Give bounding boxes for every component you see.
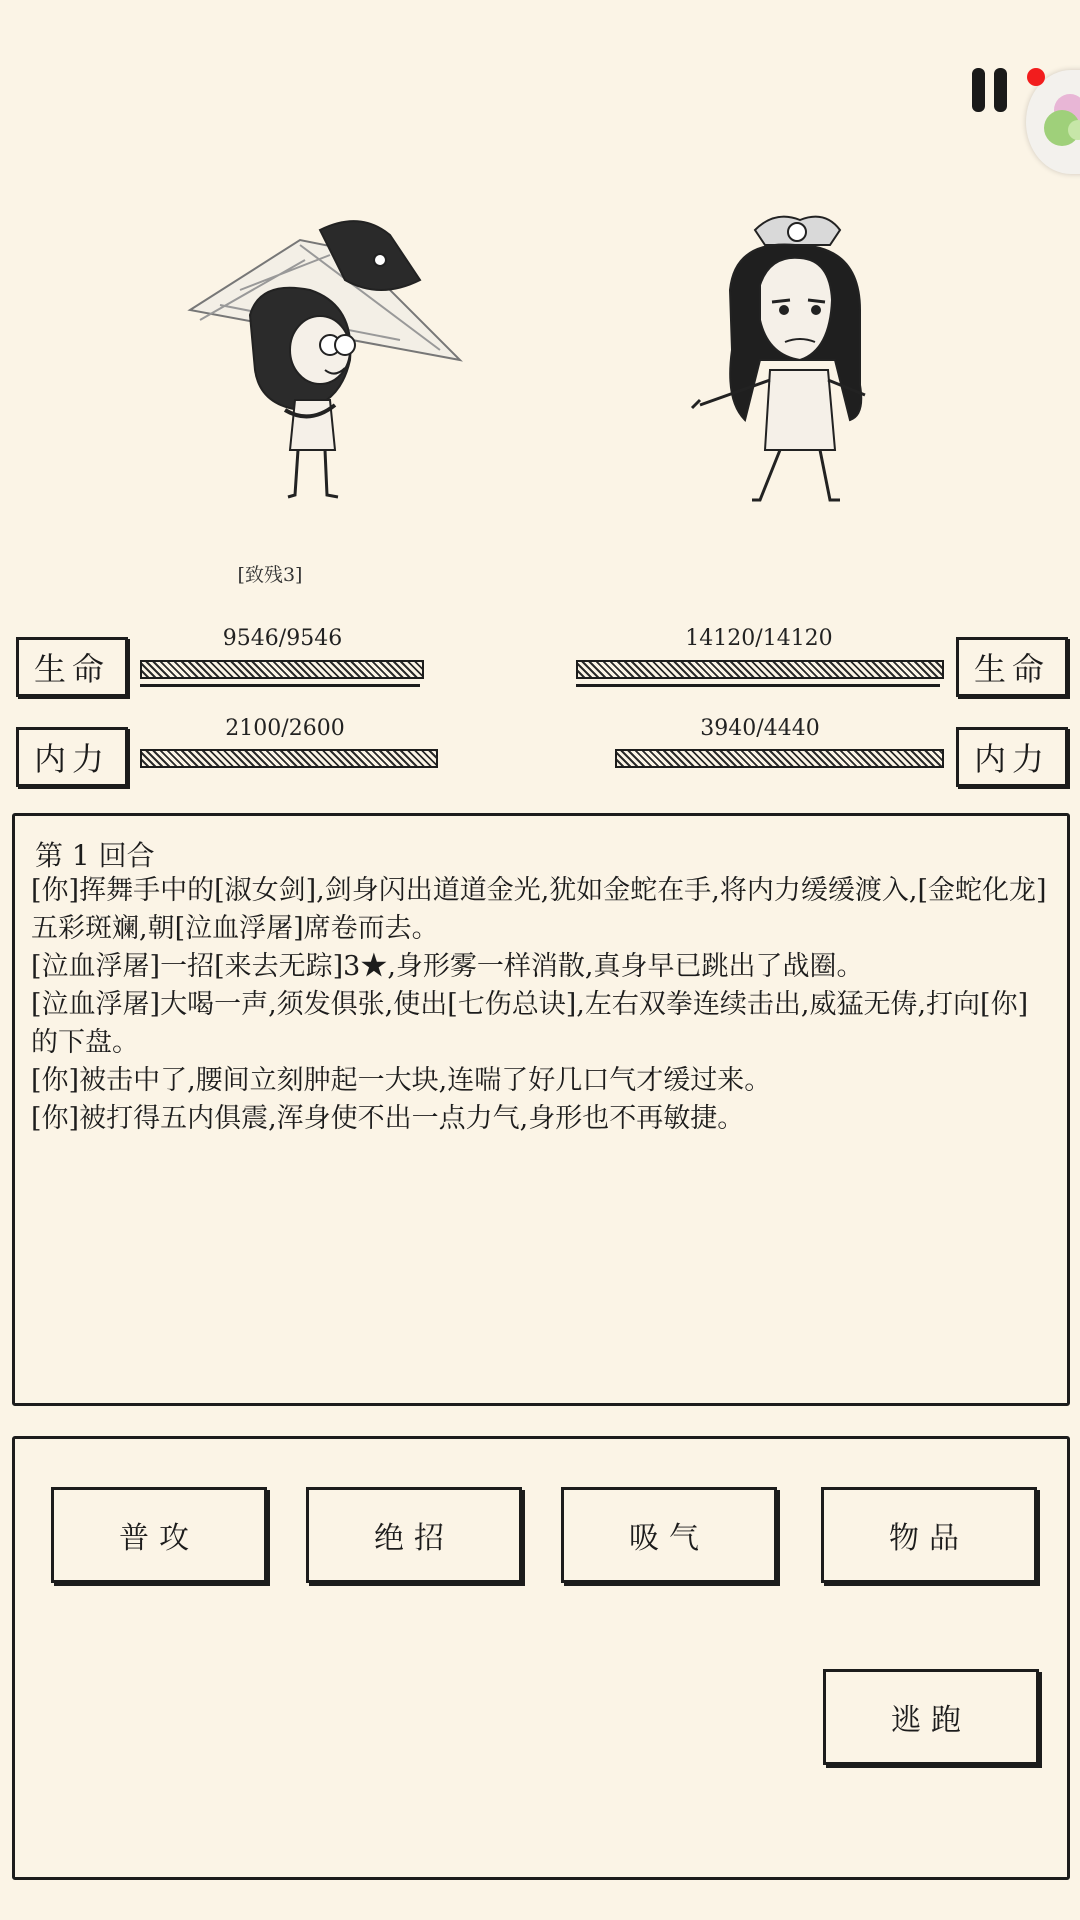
player-hp-bar-shadow [140, 684, 420, 687]
player-hp-bar [140, 660, 424, 679]
enemy-mp-label: 内力 [956, 727, 1068, 787]
enemy-character [660, 210, 960, 530]
log-line: [泣血浮屠]大喝一声,须发俱张,使出[七伤总诀],左右双拳连续击出,威猛无俦,打向[你]的下盘。 [31, 989, 1029, 1058]
log-line: [泣血浮屠]一招[来去无踪]3★,身形雾一样消散,真身早已跳出了战圈。 [31, 951, 864, 982]
player-mp-bar [140, 749, 438, 768]
battle-log-lines [31, 872, 1051, 1138]
enemy-hp-bar-shadow [576, 684, 940, 687]
pause-button[interactable] [970, 68, 1014, 112]
notification-dot [1027, 68, 1045, 86]
action-panel [12, 1436, 1070, 1880]
log-line: [你]被击中了,腰间立刻肿起一大块,连喘了好几口气才缓过来。 [31, 1065, 772, 1096]
enemy-hp-bar [576, 660, 944, 679]
battle-log-panel[interactable] [12, 813, 1070, 1406]
player-mp-value: 2100/2600 [225, 716, 345, 741]
enemy-hp-value: 14120/14120 [685, 626, 833, 651]
enemy-mp-value: 3940/4440 [700, 716, 820, 741]
player-hp-value: 9546/9546 [222, 626, 343, 651]
player-mp-label: 内力 [16, 727, 128, 787]
round-title: 第 1 回合 [35, 839, 155, 872]
player-hp-label: 生命 [16, 637, 128, 697]
log-line: [你]被打得五内俱震,浑身使不出一点力气,身形也不再敏捷。 [31, 1103, 745, 1134]
log-line: [你]挥舞手中的[淑女剑],剑身闪出道道金光,犹如金蛇在手,将内力缓缓渡入,[金蛇化龙]五彩斑斓,朝[泣血浮屠]席卷而去。 [31, 875, 1047, 944]
special-move-button[interactable]: 绝招 [306, 1487, 522, 1583]
player-status-tag: [致残3] [237, 564, 303, 586]
absorb-qi-button[interactable]: 吸气 [561, 1487, 777, 1583]
player-character [180, 210, 480, 530]
flee-button[interactable]: 逃跑 [823, 1669, 1039, 1765]
attack-button[interactable]: 普攻 [51, 1487, 267, 1583]
items-button[interactable]: 物品 [821, 1487, 1037, 1583]
enemy-hp-label: 生命 [956, 637, 1068, 697]
enemy-mp-bar [615, 749, 944, 768]
